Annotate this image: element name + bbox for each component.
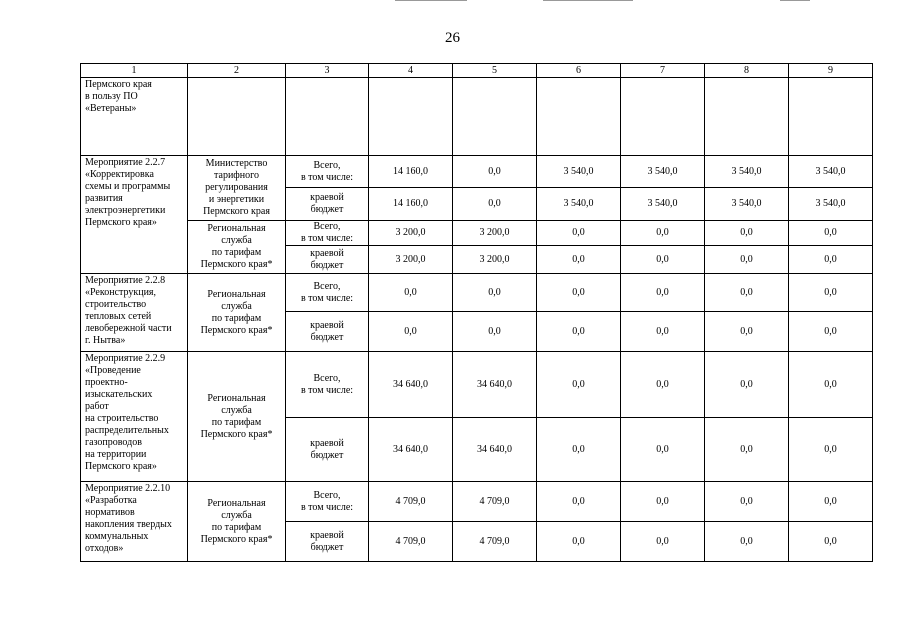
amount-cell: 0,0 [621, 418, 705, 482]
amount-cell: 0,0 [621, 482, 705, 522]
table-row [81, 156, 873, 188]
top-rule-left [395, 0, 467, 1]
amount-cell: 0,0 [537, 221, 621, 246]
text-line: Всего, [313, 489, 341, 501]
empty-cell [286, 78, 369, 156]
text-line: в том числе: [300, 171, 354, 183]
header-row [81, 64, 873, 78]
text-line: Всего, [313, 372, 341, 384]
amount-cell: 0,0 [789, 522, 873, 562]
text-line: краевой [310, 247, 344, 259]
text-line: газопроводов [85, 437, 142, 448]
measure-name-cell [81, 352, 188, 482]
text-line: бюджет [310, 541, 344, 553]
text-line: Пермского края [85, 79, 152, 90]
amount-cell: 0,0 [621, 522, 705, 562]
text-line: схемы и программы [85, 181, 171, 192]
carryover-row [81, 78, 873, 156]
amount-cell: 0,0 [789, 221, 873, 246]
text-line: по тарифам [211, 312, 262, 324]
text-line: и энергетики [208, 194, 265, 205]
text-line: распределительных [85, 425, 169, 436]
text-line: в пользу ПО [85, 91, 138, 102]
amount-cell: 0,0 [789, 352, 873, 418]
amount-cell: 0,0 [621, 221, 705, 246]
text-line: развития [85, 193, 123, 204]
amount-cell: 0,0 [621, 312, 705, 352]
funding-type-cell [286, 418, 369, 482]
text-line: служба [221, 509, 252, 521]
column-header-3: 3 [286, 64, 369, 78]
text-line: «Проведение [85, 365, 141, 376]
amount-cell: 0,0 [789, 418, 873, 482]
text-line: по тарифам [211, 521, 262, 533]
column-header-9: 9 [789, 64, 873, 78]
amount-cell: 14 160,0 [369, 188, 453, 221]
text-line: краевой [310, 529, 344, 541]
text-line: в том числе: [300, 292, 354, 304]
text-line: по тарифам [211, 247, 262, 258]
funding-type-cell [286, 522, 369, 562]
column-header-6: 6 [537, 64, 621, 78]
executor-cell [188, 352, 286, 482]
executor-cell [188, 274, 286, 352]
amount-cell: 0,0 [705, 482, 789, 522]
carryover-name-cell [81, 78, 188, 156]
text-line: Пермского края* [200, 428, 273, 440]
text-line: Региональная [207, 288, 266, 300]
amount-cell: 0,0 [537, 312, 621, 352]
text-line: по тарифам [211, 416, 262, 428]
measure-name-cell [81, 156, 188, 274]
amount-cell: 3 540,0 [789, 156, 873, 188]
funding-type-cell [286, 312, 369, 352]
empty-cell [789, 78, 873, 156]
text-line: тепловых сетей [85, 311, 152, 322]
executor-cell [188, 156, 286, 221]
amount-cell: 0,0 [369, 312, 453, 352]
text-line: на строительство [85, 413, 159, 424]
text-line: служба [221, 235, 252, 246]
amount-cell: 0,0 [789, 246, 873, 274]
amount-cell: 0,0 [537, 352, 621, 418]
text-line: работ [85, 401, 109, 412]
amount-cell: 34 640,0 [369, 418, 453, 482]
text-line: служба [221, 300, 252, 312]
column-header-4: 4 [369, 64, 453, 78]
text-line: регулирования [205, 182, 268, 193]
amount-cell: 3 540,0 [705, 188, 789, 221]
text-line: в том числе: [300, 501, 354, 513]
column-header-5: 5 [453, 64, 537, 78]
text-line: накопления твердых [85, 519, 172, 530]
text-line: в том числе: [300, 384, 354, 396]
funding-type-cell [286, 352, 369, 418]
amount-cell: 3 540,0 [621, 156, 705, 188]
amount-cell: 0,0 [705, 221, 789, 246]
text-line: отходов» [85, 543, 124, 554]
text-line: Всего, [313, 280, 341, 292]
text-line: бюджет [310, 449, 344, 461]
text-line: Мероприятие 2.2.8 [85, 275, 166, 286]
column-header-8: 8 [705, 64, 789, 78]
text-line: Региональная [207, 223, 266, 234]
column-header-7: 7 [621, 64, 705, 78]
amount-cell: 0,0 [369, 274, 453, 312]
amount-cell: 0,0 [705, 418, 789, 482]
text-line: Мероприятие 2.2.7 [85, 157, 166, 168]
amount-cell: 0,0 [537, 418, 621, 482]
amount-cell: 3 540,0 [621, 188, 705, 221]
measure-name-cell [81, 482, 188, 562]
page-number: 26 [445, 30, 460, 46]
text-line: в том числе: [300, 233, 354, 244]
funding-type-cell [286, 274, 369, 312]
amount-cell: 0,0 [453, 188, 537, 221]
amount-cell: 0,0 [537, 482, 621, 522]
amount-cell: 3 540,0 [537, 188, 621, 221]
column-header-2: 2 [188, 64, 286, 78]
text-line: Пермского края* [200, 533, 273, 545]
amount-cell: 3 200,0 [369, 246, 453, 274]
empty-cell [705, 78, 789, 156]
amount-cell: 3 540,0 [789, 188, 873, 221]
executor-cell [188, 221, 286, 274]
text-line: строительство [85, 299, 147, 310]
amount-cell: 4 709,0 [453, 482, 537, 522]
amount-cell: 0,0 [705, 246, 789, 274]
amount-cell: 0,0 [705, 312, 789, 352]
amount-cell: 0,0 [789, 274, 873, 312]
amount-cell: 4 709,0 [369, 482, 453, 522]
text-line: служба [221, 404, 252, 416]
text-line: краевой [310, 192, 344, 203]
text-line: коммунальных [85, 531, 149, 542]
amount-cell: 0,0 [621, 246, 705, 274]
table-row [81, 274, 873, 312]
amount-cell: 0,0 [537, 522, 621, 562]
table-row [81, 221, 873, 246]
text-line: Пермского края* [200, 259, 273, 270]
amount-cell: 0,0 [621, 274, 705, 312]
table-body [81, 64, 873, 562]
amount-cell: 3 200,0 [369, 221, 453, 246]
text-line: бюджет [310, 331, 344, 343]
funding-type-cell [286, 156, 369, 188]
empty-cell [453, 78, 537, 156]
amount-cell: 0,0 [453, 312, 537, 352]
amount-cell: 4 709,0 [369, 522, 453, 562]
amount-cell: 0,0 [705, 274, 789, 312]
table-row [81, 482, 873, 522]
text-line: Пермского края [203, 206, 270, 217]
amount-cell: 3 200,0 [453, 246, 537, 274]
text-line: изыскательских [85, 389, 153, 400]
amount-cell: 0,0 [789, 482, 873, 522]
amount-cell: 0,0 [453, 156, 537, 188]
top-rule-middle [543, 0, 633, 1]
amount-cell: 0,0 [705, 352, 789, 418]
amount-cell: 34 640,0 [453, 418, 537, 482]
text-line: г. Нытва» [85, 335, 126, 346]
text-line: краевой [310, 319, 344, 331]
amount-cell: 0,0 [705, 522, 789, 562]
text-line: бюджет [310, 259, 344, 271]
empty-cell [621, 78, 705, 156]
text-line: Региональная [207, 497, 266, 509]
text-line: «Разработка [85, 495, 137, 506]
amount-cell: 0,0 [621, 352, 705, 418]
text-line: Пермского края» [85, 461, 157, 472]
funding-type-cell [286, 188, 369, 221]
amount-cell: 3 540,0 [537, 156, 621, 188]
budget-table [80, 63, 873, 562]
text-line: электроэнергетики [85, 205, 166, 216]
text-line: Всего, [313, 221, 341, 232]
text-line: Мероприятие 2.2.9 [85, 353, 166, 364]
funding-type-cell [286, 246, 369, 274]
measure-name-cell [81, 274, 188, 352]
text-line: на территории [85, 449, 147, 460]
text-line: Пермского края* [200, 324, 273, 336]
top-rule-right [780, 0, 810, 1]
empty-cell [369, 78, 453, 156]
empty-cell [537, 78, 621, 156]
text-line: Региональная [207, 392, 266, 404]
text-line: «Реконструкция, [85, 287, 157, 298]
amount-cell: 34 640,0 [453, 352, 537, 418]
text-line: проектно- [85, 377, 128, 388]
amount-cell: 0,0 [453, 274, 537, 312]
text-line: Министерство [205, 158, 268, 169]
amount-cell: 14 160,0 [369, 156, 453, 188]
text-line: «Корректировка [85, 169, 154, 180]
amount-cell: 34 640,0 [369, 352, 453, 418]
empty-cell [188, 78, 286, 156]
amount-cell: 0,0 [537, 246, 621, 274]
text-line: Мероприятие 2.2.10 [85, 483, 171, 494]
column-header-1: 1 [81, 64, 188, 78]
text-line: тарифного [214, 170, 259, 181]
amount-cell: 0,0 [789, 312, 873, 352]
text-line: Пермского края» [85, 217, 157, 228]
text-line: «Ветераны» [85, 103, 137, 114]
amount-cell: 4 709,0 [453, 522, 537, 562]
table-row [81, 352, 873, 418]
amount-cell: 3 540,0 [705, 156, 789, 188]
funding-type-cell [286, 482, 369, 522]
amount-cell: 0,0 [537, 274, 621, 312]
text-line: Всего, [313, 159, 341, 171]
text-line: бюджет [310, 204, 344, 215]
executor-cell [188, 482, 286, 562]
funding-type-cell [286, 221, 369, 246]
text-line: левобережной части [85, 323, 172, 334]
amount-cell: 3 200,0 [453, 221, 537, 246]
text-line: нормативов [85, 507, 135, 518]
text-line: краевой [310, 437, 344, 449]
